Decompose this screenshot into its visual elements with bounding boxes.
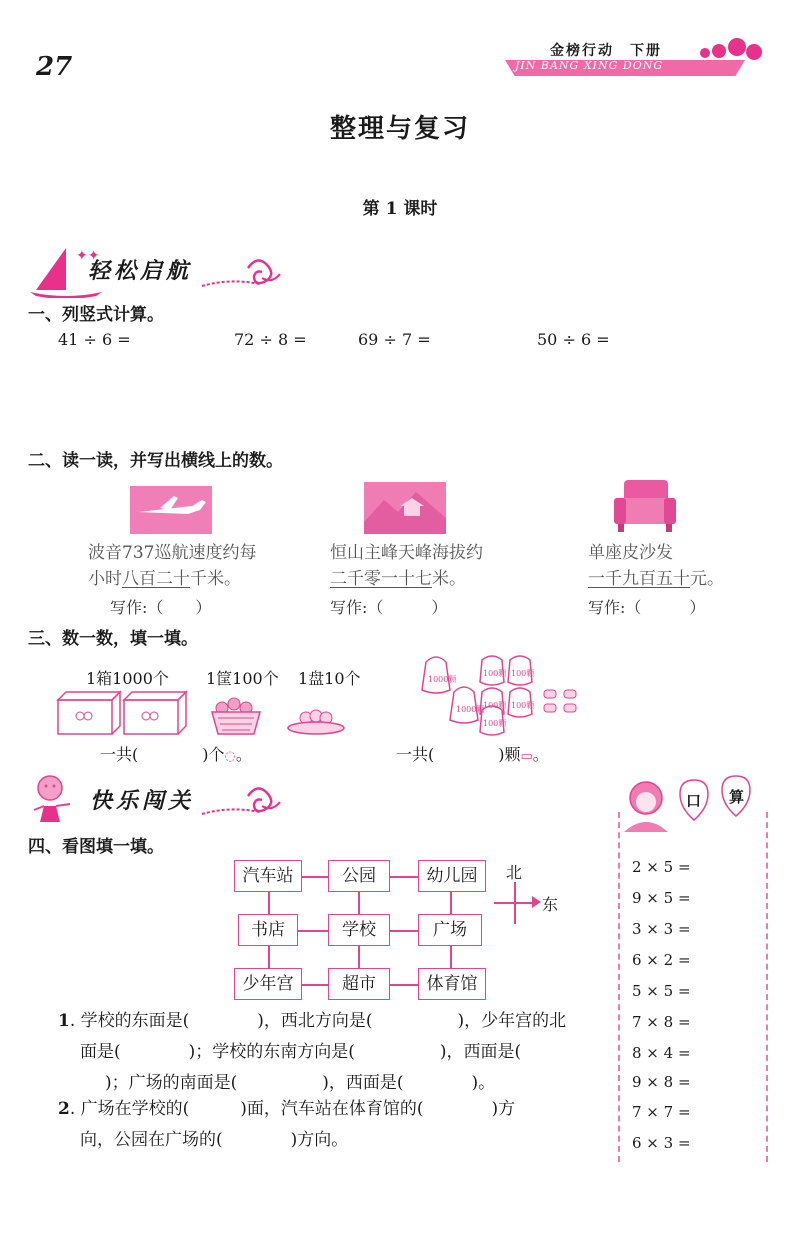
total-apples-blank[interactable]: 一共( )个◌。 xyxy=(100,745,252,764)
total-text: 一共( )颗 xyxy=(396,745,521,764)
compass-east-label: 东 xyxy=(542,895,559,914)
lesson-subtitle: 第 1 课时 xyxy=(362,199,438,219)
card-line xyxy=(330,566,550,592)
problem-line: )；广场的南面是( )，西面是( )。 xyxy=(88,1073,496,1093)
bag-label: 100颗 xyxy=(511,701,535,710)
bag-label: 1000颗 xyxy=(456,705,485,714)
girl-mascot-icon xyxy=(26,770,92,824)
page-title: 整理与复习 xyxy=(329,114,470,144)
card-line: 波音737巡航速度约每 xyxy=(88,543,257,563)
candy-bags-image xyxy=(418,650,593,738)
airplane-image xyxy=(130,486,212,534)
map-cell-school: 学校 xyxy=(328,914,390,946)
map-connector xyxy=(390,930,418,932)
mental-math-item[interactable]: 9 × 5 = xyxy=(632,889,691,907)
compass-arrow-icon xyxy=(532,896,541,908)
question-1-heading: 一、列竖式计算。 xyxy=(28,305,164,325)
mental-math-item[interactable]: 7 × 7 = xyxy=(632,1103,691,1121)
basket-label: 1筐100个 xyxy=(206,669,279,688)
card-text xyxy=(330,540,550,592)
text-segment: 千米。 xyxy=(190,569,241,589)
bag-label: 1000颗 xyxy=(428,675,457,684)
plate-label: 1盘10个 xyxy=(298,669,361,688)
brand-title: 金榜行动 下册 xyxy=(550,43,662,59)
map-connector xyxy=(450,946,452,968)
box-label: 1箱1000个 xyxy=(86,669,169,688)
underlined-number: 一千九百五十 xyxy=(588,569,690,589)
section-banner: 轻松启航 xyxy=(88,258,193,284)
question-3-heading: 三、数一数，填一填。 xyxy=(28,629,198,649)
compass-north-label: 北 xyxy=(506,863,523,882)
underlined-number: 二千零一十七 xyxy=(330,569,432,589)
bag-label: 100颗 xyxy=(483,669,507,678)
map-cell-bus-station: 汽车站 xyxy=(234,860,302,892)
bag-label: 100颗 xyxy=(483,701,507,710)
brand-subtitle: JIN BANG XING DONG xyxy=(515,59,664,72)
mental-math-item[interactable]: 8 × 4 = xyxy=(632,1044,691,1062)
svg-text:✦✦: ✦✦ xyxy=(76,248,100,264)
problem-number: 2 xyxy=(58,1099,70,1119)
division-problem: 41 ÷ 6 = xyxy=(58,330,131,349)
division-problem: 50 ÷ 6 = xyxy=(537,330,610,349)
problem-line xyxy=(58,1006,606,1037)
page-number: 27 xyxy=(36,52,73,82)
card-line xyxy=(88,566,308,592)
heart-label: 算 xyxy=(729,788,745,806)
mental-math-item[interactable]: 9 × 8 = xyxy=(632,1073,691,1091)
swirl-ornament-icon xyxy=(200,776,286,826)
underlined-number: 八百二十 xyxy=(122,569,190,589)
mental-math-item[interactable]: 6 × 2 = xyxy=(632,951,691,969)
mental-math-item[interactable]: 2 × 5 = xyxy=(632,858,691,876)
problem-line: 向，公园在广场的( )方向。 xyxy=(80,1130,349,1150)
map-connector xyxy=(358,892,360,914)
problem-2[interactable] xyxy=(58,1094,606,1156)
write-answer-blank[interactable]: 写作:（ ） xyxy=(330,598,448,617)
problem-text: . 学校的东面是( )，西北方向是( )，少年宫的北 xyxy=(69,1011,567,1031)
map-connector xyxy=(268,892,270,914)
decor-dot xyxy=(712,44,726,58)
text-segment: 小时 xyxy=(88,569,122,589)
map-cell-stadium: 体育馆 xyxy=(418,968,486,1000)
mental-math-item[interactable]: 5 × 5 = xyxy=(632,982,691,1000)
decor-dot xyxy=(728,38,746,56)
apple-icon: ◌ xyxy=(224,749,236,764)
map-cell-youth-palace: 少年宫 xyxy=(234,968,302,1000)
mental-math-item[interactable]: 7 × 8 = xyxy=(632,1013,691,1031)
text-segment: 元。 xyxy=(690,569,724,589)
card-line: 单座皮沙发 xyxy=(588,543,673,563)
map-connector xyxy=(268,946,270,968)
bag-label: 100颗 xyxy=(483,719,507,728)
section-banner: 快乐闯关 xyxy=(90,788,195,814)
card-text xyxy=(588,540,788,592)
mountain-temple-image xyxy=(364,482,446,534)
question-4-heading: 四、看图填一填。 xyxy=(28,837,164,857)
map-connector xyxy=(358,946,360,968)
total-candies-blank[interactable]: 一共( )颗▭。 xyxy=(396,745,549,764)
division-problem: 72 ÷ 8 = xyxy=(234,330,307,349)
text-segment: 米。 xyxy=(432,569,466,589)
sofa-image xyxy=(610,476,680,534)
mental-math-item[interactable]: 6 × 3 = xyxy=(632,1134,691,1152)
candy-icon: ▭ xyxy=(520,749,533,764)
map-connector xyxy=(302,876,328,878)
map-cell-supermarket: 超市 xyxy=(328,968,390,1000)
bag-label: 100颗 xyxy=(511,669,535,678)
map-cell-square: 广场 xyxy=(418,914,482,946)
problem-line xyxy=(58,1094,606,1125)
write-answer-blank[interactable]: 写作:（ ） xyxy=(588,598,706,617)
card-text xyxy=(88,540,308,592)
map-cell-park: 公园 xyxy=(328,860,390,892)
problem-text: . 广场在学校的( )面，汽车站在体育馆的( )方 xyxy=(69,1099,516,1119)
apple-boxes-image xyxy=(56,688,190,738)
decor-dot xyxy=(700,48,710,58)
problem-line: 面是( )；学校的东南方向是( )，西面是( xyxy=(80,1042,522,1062)
write-answer-blank[interactable]: 写作:（ ） xyxy=(110,598,212,617)
problem-1[interactable] xyxy=(58,1006,606,1099)
map-connector xyxy=(450,892,452,914)
apple-basket-image xyxy=(208,694,264,738)
apple-plate-image xyxy=(286,704,346,736)
problem-number: 1 xyxy=(58,1011,70,1031)
division-problem: 69 ÷ 7 = xyxy=(358,330,431,349)
card-line: 恒山主峰天峰海拔约 xyxy=(330,543,483,563)
mental-math-item[interactable]: 3 × 3 = xyxy=(632,920,691,938)
card-line xyxy=(588,566,788,592)
question-2-heading: 二、读一读，并写出横线上的数。 xyxy=(28,451,283,471)
total-text: 一共( )个 xyxy=(100,745,225,764)
swirl-ornament-icon xyxy=(200,248,286,298)
map-connector xyxy=(390,984,418,986)
decor-dot xyxy=(746,44,762,60)
heart-label: 口 xyxy=(686,792,702,810)
map-cell-kindergarten: 幼儿园 xyxy=(418,860,486,892)
map-connector xyxy=(302,984,328,986)
map-cell-bookstore: 书店 xyxy=(238,914,298,946)
compass-horizontal xyxy=(494,902,534,904)
map-connector xyxy=(390,876,418,878)
map-connector xyxy=(298,930,328,932)
